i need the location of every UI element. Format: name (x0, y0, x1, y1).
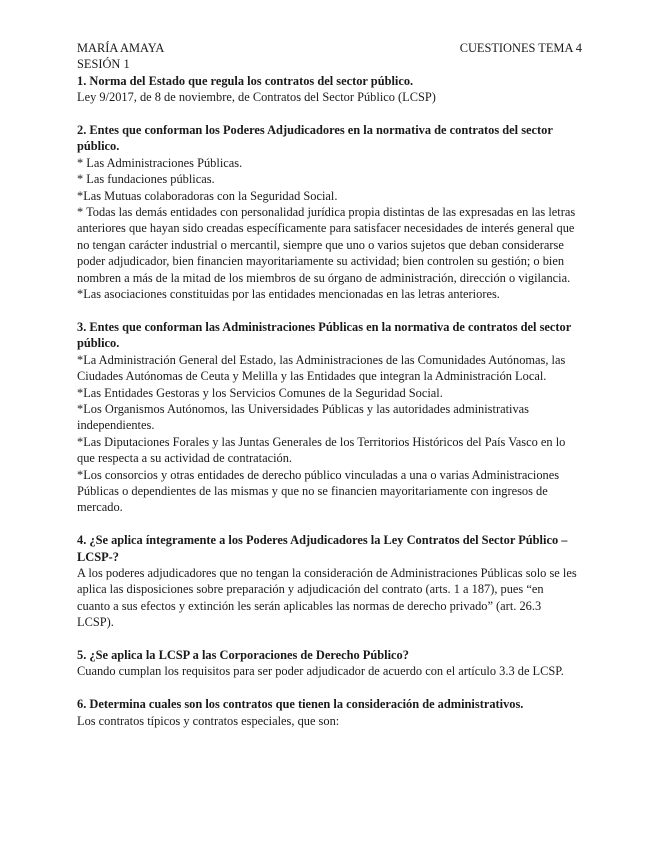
answer-item: *La Administración General del Estado, las Administraciones de las Comunidades Autónomas, las Ciudades Autónomas de Ceuta y Melilla y las Entidades que integran la Administración Local. (77, 352, 566, 384)
spacer (77, 106, 579, 122)
question-1 (77, 73, 579, 106)
question-title: 4. ¿Se aplica íntegramente a los Poderes Adjudicadores la Ley Contratos del Sector Público –LCSP-? (77, 533, 568, 564)
answer-item: *Los Organismos Autónomos, las Universidades Públicas y las autoridades administrativas independientes. (77, 401, 529, 433)
answer-item: *Las asociaciones constituidas por las entidades mencionadas en las letras anteriores. (77, 287, 500, 302)
answer-item: *Las Entidades Gestoras y los Servicios Comunes de la Seguridad Social. (77, 385, 443, 400)
question-3 (77, 319, 579, 516)
question-4 (77, 532, 579, 630)
session-label: SESIÓN 1 (77, 57, 130, 72)
spacer (77, 302, 579, 318)
answer-paragraph: Cuando cumplan los requisitos para ser poder adjudicador de acuerdo con el artículo 3.3 de LCSP. (77, 664, 564, 679)
answer-item: *Los consorcios y otras entidades de derecho público vinculadas a una o varias Administraciones Públicas o dependientes de las mismas y que no se financien mayoritariamente con ingresos de mercado. (77, 467, 560, 515)
document-page (77, 40, 582, 729)
document-title: CUESTIONES TEMA 4 (459, 41, 582, 55)
question-title: 5. ¿Se aplica la LCSP a las Corporaciones de Derecho Público? (77, 647, 409, 662)
answer-item: *Las Mutuas colaboradoras con la Seguridad Social. (77, 188, 338, 203)
question-title: 2. Entes que conforman los Poderes Adjudicadores en la normativa de contratos del sector público. (77, 123, 553, 154)
answer-item: *Las Diputaciones Forales y las Juntas Generales de los Territorios Históricos del País Vasco en lo que respecta a su actividad de contratación. (77, 434, 566, 466)
answer-item: * Las Administraciones Públicas. (77, 155, 243, 170)
question-5 (77, 647, 579, 680)
question-6 (77, 696, 579, 729)
answer-item: * Las fundaciones públicas. (77, 172, 215, 187)
question-title: 6. Determina cuales son los contratos que tienen la consideración de administrativos. (77, 697, 524, 712)
question-title: 1. Norma del Estado que regula los contratos del sector público. (77, 73, 414, 88)
answer-paragraph: Ley 9/2017, de 8 de noviembre, de Contratos del Sector Público (LCSP) (77, 90, 436, 105)
author-name: MARÍA AMAYA (77, 41, 165, 55)
answer-item: * Todas las demás entidades con personalidad jurídica propia distintas de las expresadas en las letras anteriores que hayan sido creadas específicamente para satisfacer necesidades de interés general que no tengan carácter industrial o mercantil, siempre que uno o varios sujetos que deban considerarse poder adjudicador, bien financien mayoritariamente su actividad; bien controlen su gestión; o bien nombren a más de la mitad de los miembros de su órgano de administración, dirección o vigilancia. (77, 205, 576, 285)
answer-paragraph: A los poderes adjudicadores que no tengan la consideración de Administraciones Públicas solo se les aplica las disposiciones sobre preparación y adjudicación del contrato (arts. 1 a 187), pues “en cuanto a sus efectos y extinción les serán aplicables las normas de derecho privado” (art. 26.3 LCSP). (77, 565, 577, 630)
answer-paragraph: Los contratos típicos y contratos especiales, que son: (77, 713, 340, 728)
spacer (77, 631, 579, 647)
question-title: 3. Entes que conforman las Administraciones Públicas en la normativa de contratos del sector público. (77, 319, 572, 351)
question-2 (77, 122, 579, 302)
spacer (77, 516, 579, 532)
spacer (77, 680, 579, 696)
document-header (77, 40, 582, 56)
